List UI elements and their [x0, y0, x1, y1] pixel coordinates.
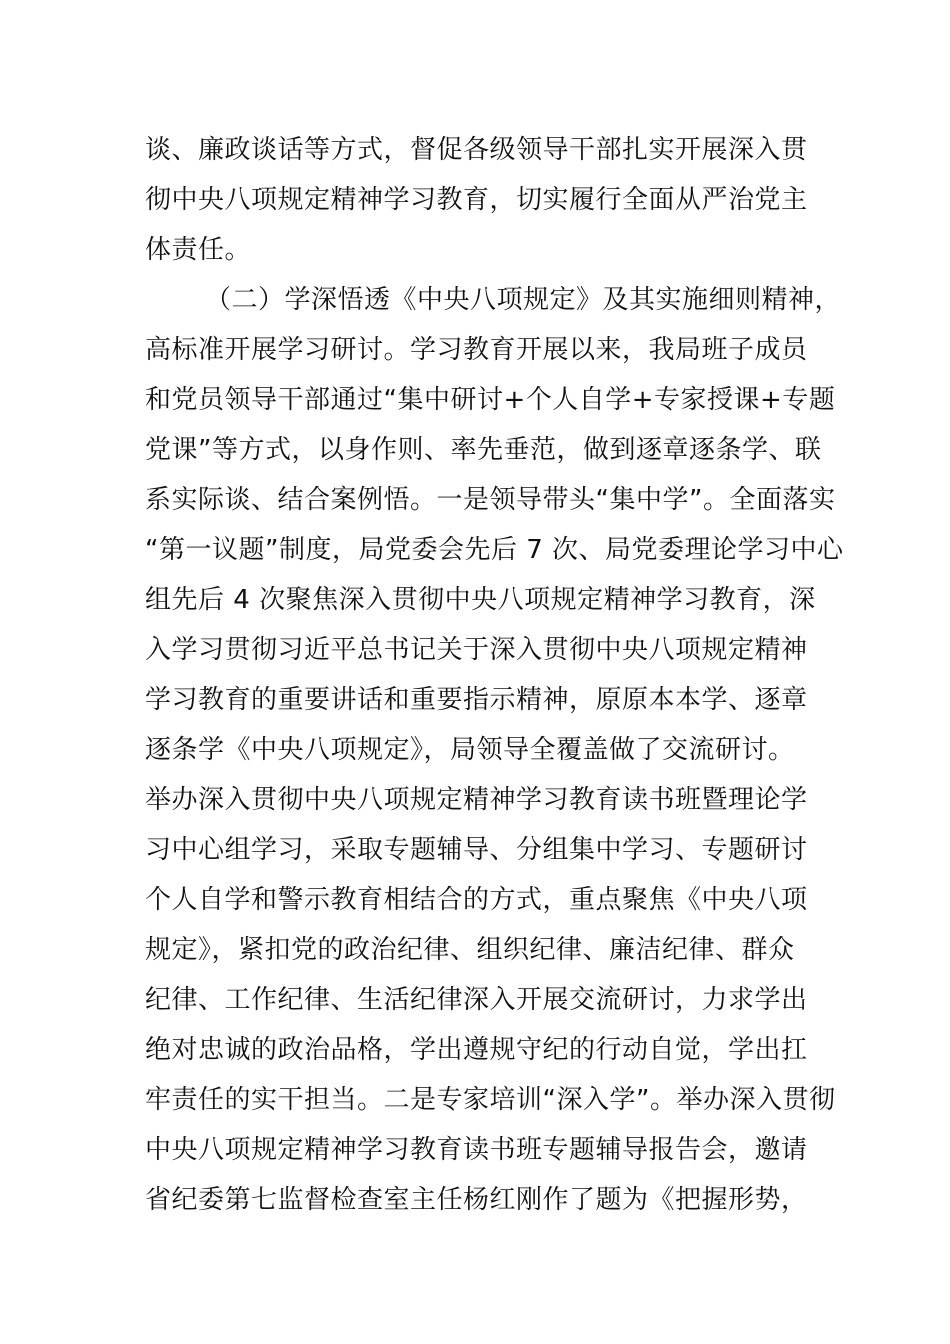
text-line: 系实际谈、结合案例悟。一是领导带头“集中学”。全面落实 — [145, 485, 836, 515]
text-line: 党课”等方式，以身作则、率先垂范，做到逐章逐条学、联 — [145, 435, 822, 465]
text-line: 省纪委第七监督检查室主任杨红刚作了题为《把握形势， — [145, 1185, 808, 1215]
text-line: 纪律、工作纪律、生活纪律深入开展交流研讨，力求学出 — [145, 985, 808, 1015]
text-line: 入学习贯彻习近平总书记关于深入贯彻中央八项规定精神 — [145, 635, 808, 665]
text-line: 习中心组学习，采取专题辅导、分组集中学习、专题研讨 — [145, 835, 808, 865]
text-line: 谈、廉政谈话等方式，督促各级领导干部扎实开展深入贯 — [145, 135, 808, 165]
text-line: 绝对忠诚的政治品格，学出遵规守纪的行动自觉，学出扛 — [145, 1035, 808, 1065]
section-heading-line: （二）学深悟透《中央八项规定》及其实施细则精神， — [205, 285, 842, 315]
text-line: 中央八项规定精神学习教育读书班专题辅导报告会，邀请 — [145, 1135, 808, 1165]
text-line: 个人自学和警示教育相结合的方式，重点聚焦《中央八项 — [145, 885, 808, 915]
text-line: 彻中央八项规定精神学习教育，切实履行全面从严治党主 — [145, 185, 808, 215]
text-line: “第一议题”制度，局党委会先后 7 次、局党委理论学习中心 — [145, 535, 844, 565]
text-line: 体责任。 — [145, 235, 252, 265]
text-line: 规定》，紧扣党的政治纪律、组织纪律、廉洁纪律、群众 — [145, 935, 795, 965]
text-line: 逐条学《中央八项规定》，局领导全覆盖做了交流研讨。 — [145, 735, 795, 765]
text-line: 组先后 4 次聚焦深入贯彻中央八项规定精神学习教育，深 — [145, 585, 816, 615]
text-line: 举办深入贯彻中央八项规定精神学习教育读书班暨理论学 — [145, 785, 808, 815]
text-line: 高标准开展学习研讨。学习教育开展以来，我局班子成员 — [145, 335, 808, 365]
text-line: 学习教育的重要讲话和重要指示精神，原原本本学、逐章 — [145, 685, 808, 715]
text-line: 和党员领导干部通过“集中研讨+个人自学+专家授课+专题 — [145, 385, 836, 415]
text-line: 牢责任的实干担当。二是专家培训“深入学”。举办深入贯彻 — [145, 1085, 836, 1115]
